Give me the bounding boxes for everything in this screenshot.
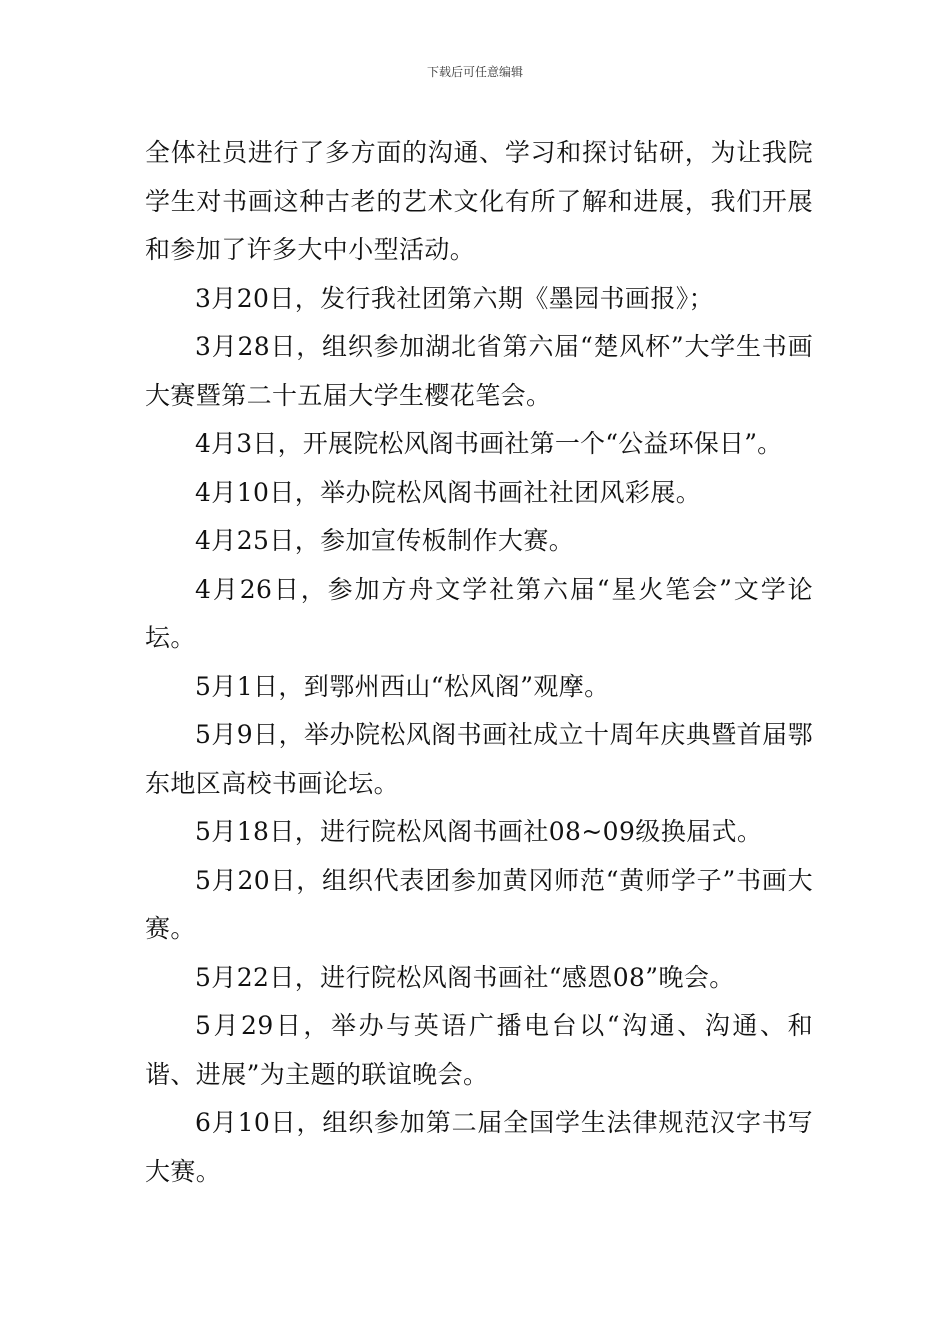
paragraph-event: 3月20日，发行我社团第六期《墨园书画报》；	[195, 283, 715, 313]
paragraph-event: 4月26日，参加方舟文学社第六届“星火笔会”文学论坛。	[145, 574, 813, 652]
paragraph-event: 5月18日，进行院松风阁书画社08~09级换届式。	[195, 817, 763, 846]
paragraph-event: 4月25日，参加宣传板制作大赛。	[195, 526, 575, 555]
paragraph-event: 4月3日，开展院松风阁书画社第一个“公益环保日”。	[195, 429, 783, 458]
page-header: 下载后可任意编辑	[426, 65, 523, 79]
body-text	[145, 129, 813, 1196]
paragraph-event: 5月20日，组织代表团参加黄冈师范“黄师学子”书画大赛。	[145, 865, 813, 943]
paragraph-event: 5月1日，到鄂州西山“松风阁”观摩。	[195, 671, 610, 701]
paragraph-event: 4月10日，举办院松风阁书画社社团风彩展。	[195, 477, 702, 507]
paragraph-event: 5月22日，进行院松风阁书画社“感恩08”晚会。	[195, 962, 735, 992]
paragraph-event: 5月9日，举办院松风阁书画社成立十周年庆典暨首届鄂东地区高校书画论坛。	[145, 720, 813, 798]
paragraph-intro: 全体社员进行了多方面的沟通、学习和探讨钻研，为让我院学生对书画这种古老的艺术文化有所了解和进展，我们开展和参加了许多大中小型活动。	[145, 138, 813, 264]
paragraph-event: 3月28日，组织参加湖北省第六届“楚风杯”大学生书画大赛暨第二十五届大学生樱花笔会。	[145, 332, 813, 410]
paragraph-event: 6月10日，组织参加第二届全国学生法律规范汉字书写大赛。	[145, 1108, 813, 1186]
paragraph-event: 5月29日，举办与英语广播电台以“沟通、沟通、和谐、进展”为主题的联谊晚会。	[145, 1011, 813, 1089]
